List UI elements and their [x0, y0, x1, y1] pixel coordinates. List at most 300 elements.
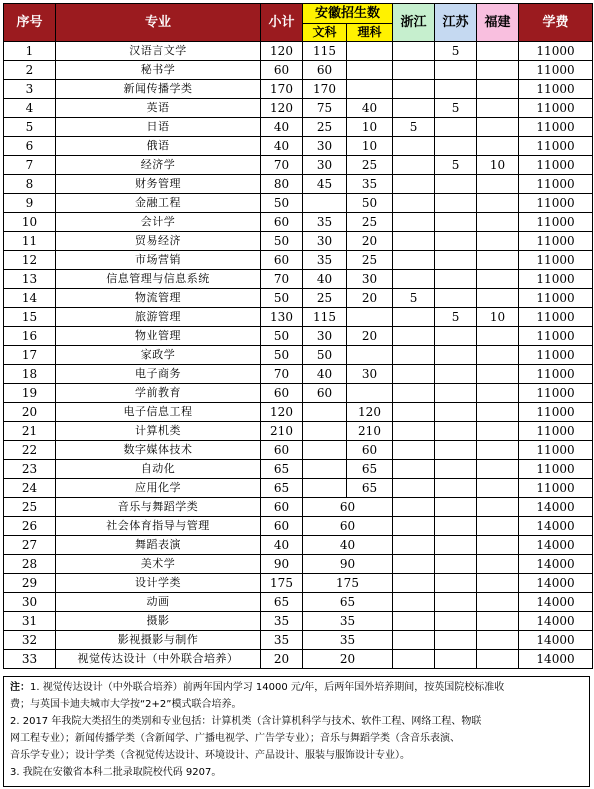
- cell-wenke: 75: [303, 99, 347, 118]
- note-1b: 费；与英国卡迪夫城市大学按“2+2”模式联合培养。: [10, 699, 242, 710]
- cell-fujian: 10: [477, 308, 519, 327]
- cell-fujian: [477, 80, 519, 99]
- cell-fujian: [477, 650, 519, 669]
- cell-fee: 11000: [519, 460, 593, 479]
- table-row: [4, 137, 593, 156]
- cell-subtotal: 210: [261, 422, 303, 441]
- cell-anhui-merged: 40: [303, 536, 393, 555]
- cell-major: 视觉传达设计（中外联合培养）: [56, 650, 261, 669]
- cell-subtotal: 50: [261, 194, 303, 213]
- cell-wenke: 50: [303, 346, 347, 365]
- cell-fee: 11000: [519, 61, 593, 80]
- cell-fujian: [477, 61, 519, 80]
- header-fujian: 福建: [477, 4, 519, 42]
- cell-zhejiang: [393, 631, 435, 650]
- cell-fujian: [477, 42, 519, 61]
- cell-zhejiang: [393, 156, 435, 175]
- cell-major: 金融工程: [56, 194, 261, 213]
- cell-seq: 15: [4, 308, 56, 327]
- cell-fee: 11000: [519, 118, 593, 137]
- cell-subtotal: 70: [261, 156, 303, 175]
- cell-wenke: 60: [303, 384, 347, 403]
- cell-like: 50: [347, 194, 393, 213]
- cell-subtotal: 50: [261, 232, 303, 251]
- table-row: [4, 99, 593, 118]
- notes-box: [3, 676, 590, 787]
- table-row: [4, 365, 593, 384]
- cell-zhejiang: [393, 194, 435, 213]
- cell-jiangsu: [435, 517, 477, 536]
- cell-subtotal: 65: [261, 460, 303, 479]
- cell-major: 社会体育指导与管理: [56, 517, 261, 536]
- cell-wenke: [303, 403, 347, 422]
- cell-subtotal: 60: [261, 384, 303, 403]
- cell-fee: 11000: [519, 270, 593, 289]
- cell-fee: 11000: [519, 175, 593, 194]
- cell-jiangsu: [435, 61, 477, 80]
- cell-wenke: 30: [303, 156, 347, 175]
- cell-fujian: [477, 251, 519, 270]
- cell-zhejiang: [393, 536, 435, 555]
- cell-seq: 24: [4, 479, 56, 498]
- cell-wenke: 170: [303, 80, 347, 99]
- cell-zhejiang: [393, 213, 435, 232]
- table-row: [4, 479, 593, 498]
- cell-jiangsu: [435, 251, 477, 270]
- note-2b: 网工程专业）；新闻传播学类（含新闻学、广播电视学、广告学专业）；音乐与舞蹈学类（含音乐表演、: [10, 733, 460, 744]
- cell-zhejiang: [393, 99, 435, 118]
- cell-major: 摄影: [56, 612, 261, 631]
- cell-jiangsu: [435, 175, 477, 194]
- cell-seq: 10: [4, 213, 56, 232]
- cell-subtotal: 65: [261, 593, 303, 612]
- cell-wenke: [303, 422, 347, 441]
- table-row: [4, 498, 593, 517]
- cell-subtotal: 60: [261, 498, 303, 517]
- cell-wenke: [303, 441, 347, 460]
- cell-wenke: 30: [303, 232, 347, 251]
- cell-major: 信息管理与信息系统: [56, 270, 261, 289]
- cell-subtotal: 60: [261, 251, 303, 270]
- cell-zhejiang: [393, 175, 435, 194]
- table-row: [4, 460, 593, 479]
- cell-subtotal: 80: [261, 175, 303, 194]
- cell-fee: 11000: [519, 346, 593, 365]
- cell-like: 10: [347, 118, 393, 137]
- cell-seq: 16: [4, 327, 56, 346]
- cell-zhejiang: [393, 441, 435, 460]
- cell-like: 60: [347, 441, 393, 460]
- table-row: [4, 194, 593, 213]
- cell-fujian: [477, 175, 519, 194]
- cell-like: 25: [347, 251, 393, 270]
- cell-like: 20: [347, 327, 393, 346]
- table-row: [4, 631, 593, 650]
- table-row: [4, 213, 593, 232]
- table-row: [4, 175, 593, 194]
- cell-major: 市场营销: [56, 251, 261, 270]
- cell-wenke: 40: [303, 365, 347, 384]
- cell-fujian: [477, 289, 519, 308]
- cell-fee: 11000: [519, 441, 593, 460]
- cell-anhui-merged: 65: [303, 593, 393, 612]
- cell-jiangsu: [435, 327, 477, 346]
- cell-anhui-merged: 90: [303, 555, 393, 574]
- cell-subtotal: 120: [261, 42, 303, 61]
- cell-seq: 27: [4, 536, 56, 555]
- cell-seq: 6: [4, 137, 56, 156]
- header-jiangsu: 江苏: [435, 4, 477, 42]
- cell-fee: 11000: [519, 232, 593, 251]
- cell-fee: 11000: [519, 327, 593, 346]
- cell-like: [347, 308, 393, 327]
- cell-major: 经济学: [56, 156, 261, 175]
- cell-major: 物业管理: [56, 327, 261, 346]
- cell-subtotal: 120: [261, 99, 303, 118]
- cell-fujian: [477, 327, 519, 346]
- cell-jiangsu: [435, 118, 477, 137]
- cell-subtotal: 130: [261, 308, 303, 327]
- cell-zhejiang: [393, 251, 435, 270]
- cell-wenke: 25: [303, 289, 347, 308]
- cell-subtotal: 60: [261, 441, 303, 460]
- cell-jiangsu: [435, 289, 477, 308]
- cell-major: 动画: [56, 593, 261, 612]
- cell-fee: 14000: [519, 631, 593, 650]
- cell-jiangsu: [435, 574, 477, 593]
- table-row: [4, 384, 593, 403]
- cell-jiangsu: [435, 650, 477, 669]
- cell-fujian: [477, 536, 519, 555]
- enrollment-table: [3, 3, 593, 669]
- cell-like: [347, 346, 393, 365]
- cell-seq: 3: [4, 80, 56, 99]
- cell-jiangsu: [435, 536, 477, 555]
- table-row: [4, 612, 593, 631]
- cell-jiangsu: [435, 194, 477, 213]
- cell-major: 旅游管理: [56, 308, 261, 327]
- cell-subtotal: 50: [261, 327, 303, 346]
- cell-jiangsu: 5: [435, 308, 477, 327]
- cell-seq: 30: [4, 593, 56, 612]
- table-row: [4, 441, 593, 460]
- table-row: [4, 289, 593, 308]
- cell-major: 电子信息工程: [56, 403, 261, 422]
- cell-major: 音乐与舞蹈学类: [56, 498, 261, 517]
- cell-zhejiang: [393, 422, 435, 441]
- cell-like: [347, 61, 393, 80]
- cell-like: 65: [347, 479, 393, 498]
- header-wenke: 文科: [303, 24, 347, 42]
- cell-seq: 14: [4, 289, 56, 308]
- cell-seq: 32: [4, 631, 56, 650]
- cell-wenke: [303, 479, 347, 498]
- cell-seq: 18: [4, 365, 56, 384]
- cell-fujian: [477, 118, 519, 137]
- cell-zhejiang: [393, 498, 435, 517]
- cell-jiangsu: [435, 365, 477, 384]
- cell-seq: 23: [4, 460, 56, 479]
- header-subtotal: 小计: [261, 4, 303, 42]
- cell-zhejiang: [393, 593, 435, 612]
- cell-major: 贸易经济: [56, 232, 261, 251]
- header-anhui: 安徽招生数: [303, 4, 393, 24]
- cell-subtotal: 65: [261, 479, 303, 498]
- table-row: [4, 42, 593, 61]
- cell-anhui-merged: 35: [303, 612, 393, 631]
- cell-zhejiang: [393, 517, 435, 536]
- cell-fujian: [477, 346, 519, 365]
- cell-subtotal: 175: [261, 574, 303, 593]
- cell-major: 应用化学: [56, 479, 261, 498]
- cell-jiangsu: [435, 232, 477, 251]
- note-1a: 1. 视觉传达设计（中外联合培养）前两年国内学习 14000 元/年，后两年国外培养期间，按英国院校标准收: [30, 682, 505, 693]
- cell-like: [347, 80, 393, 99]
- cell-seq: 4: [4, 99, 56, 118]
- cell-major: 舞蹈表演: [56, 536, 261, 555]
- cell-fee: 11000: [519, 365, 593, 384]
- cell-seq: 21: [4, 422, 56, 441]
- cell-fee: 11000: [519, 403, 593, 422]
- cell-wenke: 30: [303, 327, 347, 346]
- cell-jiangsu: [435, 137, 477, 156]
- cell-seq: 28: [4, 555, 56, 574]
- cell-fee: 14000: [519, 517, 593, 536]
- cell-like: [347, 42, 393, 61]
- cell-seq: 2: [4, 61, 56, 80]
- cell-seq: 20: [4, 403, 56, 422]
- cell-subtotal: 50: [261, 289, 303, 308]
- note-2a: 2. 2017 年我院大类招生的类别和专业包括：计算机类（含计算机科学与技术、软件工程、网络工程、物联: [10, 716, 482, 727]
- table-row: [4, 422, 593, 441]
- cell-jiangsu: [435, 612, 477, 631]
- cell-jiangsu: [435, 384, 477, 403]
- cell-like: 20: [347, 289, 393, 308]
- cell-major: 影视摄影与制作: [56, 631, 261, 650]
- cell-jiangsu: [435, 479, 477, 498]
- table-row: [4, 232, 593, 251]
- cell-fee: 14000: [519, 555, 593, 574]
- header-seq: 序号: [4, 4, 56, 42]
- cell-jiangsu: [435, 270, 477, 289]
- cell-fujian: [477, 593, 519, 612]
- cell-seq: 26: [4, 517, 56, 536]
- cell-seq: 8: [4, 175, 56, 194]
- cell-fee: 11000: [519, 422, 593, 441]
- cell-fujian: [477, 441, 519, 460]
- cell-fee: 14000: [519, 650, 593, 669]
- cell-major: 秘书学: [56, 61, 261, 80]
- cell-fujian: [477, 365, 519, 384]
- cell-fee: 11000: [519, 156, 593, 175]
- cell-fujian: [477, 498, 519, 517]
- cell-jiangsu: [435, 441, 477, 460]
- cell-zhejiang: [393, 574, 435, 593]
- cell-jiangsu: [435, 422, 477, 441]
- cell-jiangsu: [435, 213, 477, 232]
- cell-jiangsu: 5: [435, 42, 477, 61]
- cell-fujian: [477, 422, 519, 441]
- cell-fujian: [477, 384, 519, 403]
- table-row: [4, 308, 593, 327]
- cell-fujian: [477, 460, 519, 479]
- cell-jiangsu: [435, 460, 477, 479]
- cell-fee: 14000: [519, 593, 593, 612]
- cell-fee: 11000: [519, 213, 593, 232]
- cell-wenke: 45: [303, 175, 347, 194]
- cell-zhejiang: [393, 232, 435, 251]
- table-row: [4, 251, 593, 270]
- cell-like: 30: [347, 270, 393, 289]
- cell-jiangsu: [435, 631, 477, 650]
- cell-seq: 22: [4, 441, 56, 460]
- cell-fujian: [477, 194, 519, 213]
- cell-jiangsu: [435, 593, 477, 612]
- cell-seq: 31: [4, 612, 56, 631]
- cell-major: 英语: [56, 99, 261, 118]
- cell-anhui-merged: 20: [303, 650, 393, 669]
- table-row: [4, 80, 593, 99]
- cell-fujian: [477, 137, 519, 156]
- cell-wenke: [303, 194, 347, 213]
- notes-lead: 注：: [10, 682, 30, 693]
- table-row: [4, 574, 593, 593]
- cell-like: 25: [347, 213, 393, 232]
- cell-seq: 25: [4, 498, 56, 517]
- cell-like: 25: [347, 156, 393, 175]
- cell-like: 10: [347, 137, 393, 156]
- cell-fujian: 10: [477, 156, 519, 175]
- cell-major: 家政学: [56, 346, 261, 365]
- cell-fujian: [477, 403, 519, 422]
- cell-zhejiang: [393, 612, 435, 631]
- table-row: [4, 156, 593, 175]
- table-row: [4, 517, 593, 536]
- cell-major: 汉语言文学: [56, 42, 261, 61]
- cell-subtotal: 40: [261, 137, 303, 156]
- table-row: [4, 593, 593, 612]
- table-row: [4, 118, 593, 137]
- cell-subtotal: 170: [261, 80, 303, 99]
- cell-fee: 14000: [519, 536, 593, 555]
- cell-zhejiang: [393, 365, 435, 384]
- note-3: 3. 我院在安徽省本科二批录取院校代码 9207。: [10, 767, 222, 778]
- cell-seq: 19: [4, 384, 56, 403]
- cell-zhejiang: [393, 61, 435, 80]
- cell-zhejiang: 5: [393, 289, 435, 308]
- cell-jiangsu: [435, 403, 477, 422]
- cell-seq: 5: [4, 118, 56, 137]
- header-fee: 学费: [519, 4, 593, 42]
- table-row: [4, 650, 593, 669]
- cell-fujian: [477, 213, 519, 232]
- cell-zhejiang: [393, 270, 435, 289]
- cell-seq: 29: [4, 574, 56, 593]
- cell-major: 自动化: [56, 460, 261, 479]
- cell-like: 20: [347, 232, 393, 251]
- cell-fee: 11000: [519, 308, 593, 327]
- cell-fee: 11000: [519, 384, 593, 403]
- cell-zhejiang: [393, 346, 435, 365]
- cell-jiangsu: [435, 498, 477, 517]
- cell-fujian: [477, 232, 519, 251]
- cell-zhejiang: [393, 403, 435, 422]
- table-row: [4, 403, 593, 422]
- cell-fujian: [477, 555, 519, 574]
- cell-fee: 11000: [519, 479, 593, 498]
- cell-jiangsu: [435, 346, 477, 365]
- table-row: [4, 270, 593, 289]
- cell-fee: 11000: [519, 99, 593, 118]
- cell-fujian: [477, 99, 519, 118]
- cell-seq: 13: [4, 270, 56, 289]
- cell-fee: 14000: [519, 574, 593, 593]
- cell-subtotal: 50: [261, 346, 303, 365]
- cell-like: [347, 384, 393, 403]
- cell-subtotal: 35: [261, 612, 303, 631]
- cell-wenke: 25: [303, 118, 347, 137]
- cell-zhejiang: [393, 327, 435, 346]
- cell-like: 210: [347, 422, 393, 441]
- cell-major: 电子商务: [56, 365, 261, 384]
- cell-like: 35: [347, 175, 393, 194]
- header-zhejiang: 浙江: [393, 4, 435, 42]
- cell-subtotal: 70: [261, 270, 303, 289]
- cell-major: 俄语: [56, 137, 261, 156]
- table-row: [4, 555, 593, 574]
- cell-subtotal: 35: [261, 631, 303, 650]
- cell-zhejiang: [393, 42, 435, 61]
- cell-major: 计算机类: [56, 422, 261, 441]
- cell-major: 新闻传播学类: [56, 80, 261, 99]
- cell-like: 65: [347, 460, 393, 479]
- cell-fee: 11000: [519, 42, 593, 61]
- cell-subtotal: 60: [261, 61, 303, 80]
- table-row: [4, 327, 593, 346]
- cell-fee: 14000: [519, 612, 593, 631]
- cell-anhui-merged: 35: [303, 631, 393, 650]
- cell-seq: 17: [4, 346, 56, 365]
- cell-subtotal: 70: [261, 365, 303, 384]
- cell-fujian: [477, 612, 519, 631]
- cell-like: 30: [347, 365, 393, 384]
- cell-zhejiang: [393, 137, 435, 156]
- cell-zhejiang: [393, 479, 435, 498]
- cell-fee: 14000: [519, 498, 593, 517]
- table-row: [4, 536, 593, 555]
- cell-jiangsu: [435, 555, 477, 574]
- table-header: [4, 4, 593, 42]
- cell-major: 物流管理: [56, 289, 261, 308]
- cell-major: 设计学类: [56, 574, 261, 593]
- cell-wenke: 115: [303, 42, 347, 61]
- cell-fee: 11000: [519, 289, 593, 308]
- cell-major: 学前教育: [56, 384, 261, 403]
- cell-fujian: [477, 574, 519, 593]
- cell-zhejiang: [393, 460, 435, 479]
- cell-seq: 12: [4, 251, 56, 270]
- cell-seq: 9: [4, 194, 56, 213]
- cell-zhejiang: [393, 80, 435, 99]
- cell-seq: 7: [4, 156, 56, 175]
- cell-anhui-merged: 60: [303, 517, 393, 536]
- cell-wenke: 115: [303, 308, 347, 327]
- cell-fujian: [477, 631, 519, 650]
- table-row: [4, 346, 593, 365]
- cell-major: 日语: [56, 118, 261, 137]
- cell-anhui-merged: 175: [303, 574, 393, 593]
- cell-wenke: 35: [303, 213, 347, 232]
